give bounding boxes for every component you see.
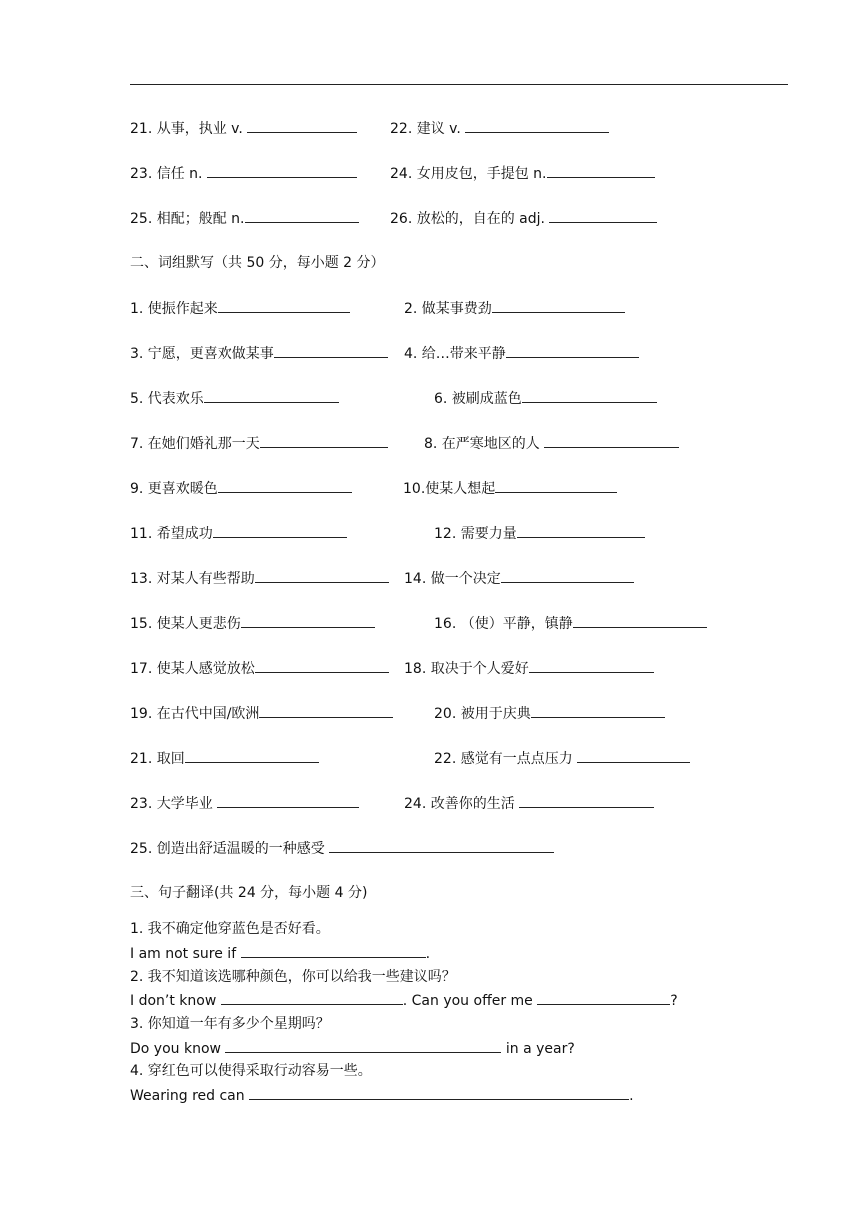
phrase-item: 20. 被用于庆典 xyxy=(434,704,665,723)
answer-blank[interactable] xyxy=(207,164,357,178)
phrase-item: 19. 在古代中国/欧洲 xyxy=(130,704,393,723)
answer-blank[interactable] xyxy=(573,614,707,628)
sentence-english: Do you know in a year? xyxy=(130,1041,575,1057)
vocab-item: 22. 建议 v. xyxy=(390,119,609,138)
answer-blank[interactable] xyxy=(241,614,375,628)
answer-blank[interactable] xyxy=(225,1039,501,1053)
phrase-item: 21. 取回 xyxy=(130,749,319,768)
answer-blank[interactable] xyxy=(260,434,388,448)
answer-blank[interactable] xyxy=(245,209,359,223)
vocab-item: 25. 相配；般配 n. xyxy=(130,209,359,228)
sentence-chinese: 3. 你知道一年有多少个星期吗？ xyxy=(130,1016,330,1032)
phrase-item: 1. 使振作起来 xyxy=(130,299,350,318)
phrase-item: 22. 感觉有一点点压力 xyxy=(434,749,690,768)
answer-blank[interactable] xyxy=(255,659,389,673)
answer-blank[interactable] xyxy=(492,299,625,313)
answer-blank[interactable] xyxy=(577,749,690,763)
phrase-item: 12. 需要力量 xyxy=(434,524,645,543)
answer-blank[interactable] xyxy=(531,704,665,718)
vocab-item: 26. 放松的，自在的 adj. xyxy=(390,209,657,228)
answer-blank[interactable] xyxy=(218,479,352,493)
phrase-item: 14. 做一个决定 xyxy=(404,569,634,588)
section-title: 三、句子翻译(共 24 分，每小题 4 分) xyxy=(130,885,368,901)
phrase-item: 17. 使某人感觉放松 xyxy=(130,659,389,678)
phrase-item: 2. 做某事费劲 xyxy=(404,299,625,318)
phrase-item: 7. 在她们婚礼那一天 xyxy=(130,434,388,453)
answer-blank[interactable] xyxy=(274,344,388,358)
answer-blank[interactable] xyxy=(249,1086,629,1100)
answer-blank[interactable] xyxy=(259,704,393,718)
phrase-item: 6. 被刷成蓝色 xyxy=(434,389,657,408)
answer-blank[interactable] xyxy=(517,524,645,538)
phrase-item: 8. 在严寒地区的人 xyxy=(424,434,679,453)
phrase-item: 16. （使）平静，镇静 xyxy=(434,614,707,633)
answer-blank[interactable] xyxy=(537,991,670,1005)
answer-blank[interactable] xyxy=(544,434,679,448)
answer-blank[interactable] xyxy=(241,944,426,958)
phrase-item: 24. 改善你的生活 xyxy=(404,794,654,813)
answer-blank[interactable] xyxy=(529,659,654,673)
sentence-chinese: 4. 穿红色可以使得采取行动容易一些。 xyxy=(130,1063,372,1079)
answer-blank[interactable] xyxy=(247,119,357,133)
phrase-item: 3. 宁愿，更喜欢做某事 xyxy=(130,344,388,363)
answer-blank[interactable] xyxy=(495,479,617,493)
phrase-item: 9. 更喜欢暖色 xyxy=(130,479,352,498)
vocab-item: 21. 从事，执业 v. xyxy=(130,119,357,138)
sentence-english: I am not sure if . xyxy=(130,946,431,962)
phrase-item: 25. 创造出舒适温暖的一种感受 xyxy=(130,839,554,858)
vocab-item: 23. 信任 n. xyxy=(130,164,357,183)
answer-blank[interactable] xyxy=(465,119,609,133)
phrase-item: 13. 对某人有些帮助 xyxy=(130,569,389,588)
answer-blank[interactable] xyxy=(547,164,655,178)
sentence-chinese: 2. 我不知道该选哪种颜色，你可以给我一些建议吗？ xyxy=(130,969,456,985)
phrase-item: 10.使某人想起 xyxy=(403,479,617,498)
answer-blank[interactable] xyxy=(255,569,389,583)
sentence-english: I don’t know . Can you offer me ? xyxy=(130,993,678,1009)
sentence-chinese: 1. 我不确定他穿蓝色是否好看。 xyxy=(130,921,330,937)
answer-blank[interactable] xyxy=(204,389,339,403)
vocab-item: 24. 女用皮包，手提包 n. xyxy=(390,164,655,183)
top-rule xyxy=(130,84,788,85)
answer-blank[interactable] xyxy=(213,524,347,538)
answer-blank[interactable] xyxy=(501,569,634,583)
answer-blank[interactable] xyxy=(519,794,654,808)
sentence-english: Wearing red can . xyxy=(130,1088,634,1104)
answer-blank[interactable] xyxy=(549,209,657,223)
answer-blank[interactable] xyxy=(185,749,319,763)
answer-blank[interactable] xyxy=(506,344,639,358)
phrase-item: 15. 使某人更悲伤 xyxy=(130,614,375,633)
phrase-item: 23. 大学毕业 xyxy=(130,794,359,813)
answer-blank[interactable] xyxy=(221,991,403,1005)
answer-blank[interactable] xyxy=(218,299,350,313)
section-title: 二、词组默写（共 50 分，每小题 2 分） xyxy=(130,255,385,271)
phrase-item: 5. 代表欢乐 xyxy=(130,389,339,408)
answer-blank[interactable] xyxy=(522,389,657,403)
phrase-item: 18. 取决于个人爱好 xyxy=(404,659,654,678)
phrase-item: 4. 给…带来平静 xyxy=(404,344,639,363)
answer-blank[interactable] xyxy=(217,794,359,808)
phrase-item: 11. 希望成功 xyxy=(130,524,347,543)
answer-blank[interactable] xyxy=(329,839,554,853)
